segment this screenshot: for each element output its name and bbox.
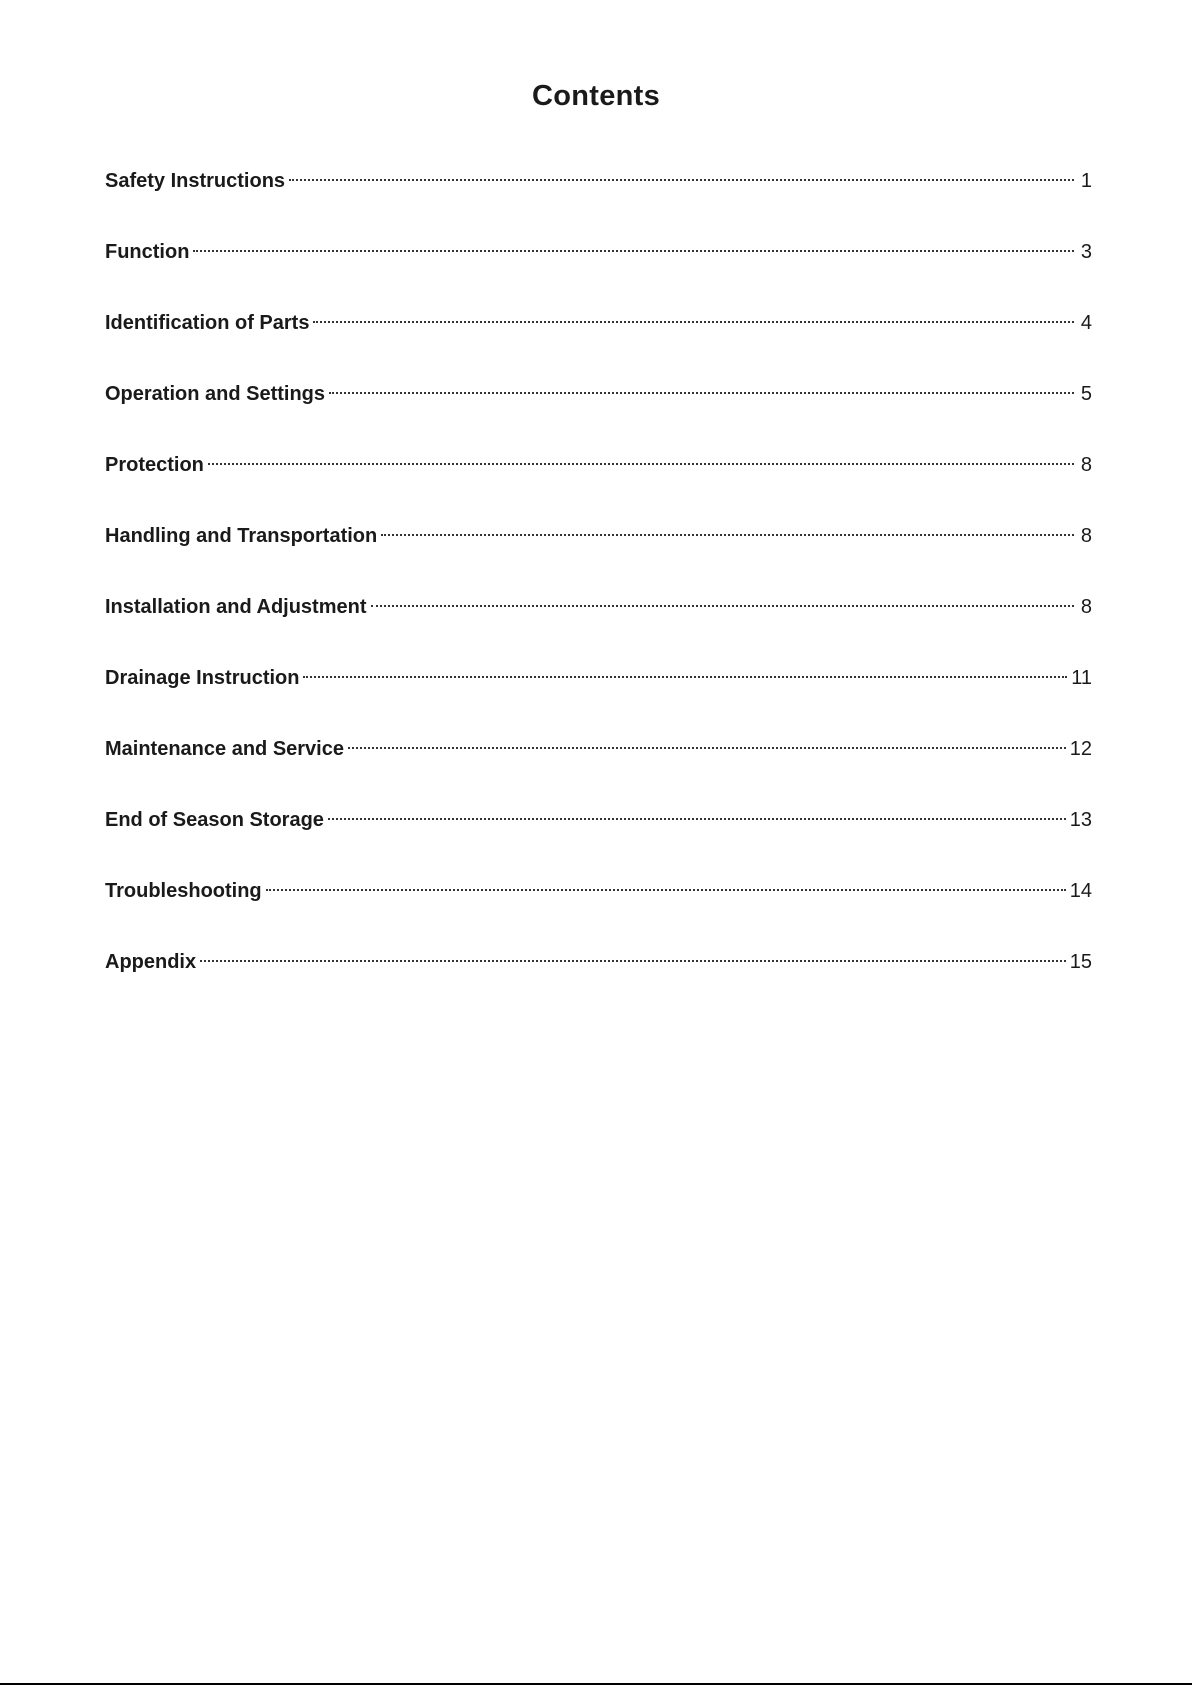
dot-leader [208, 463, 1074, 465]
toc-entry-label: Function [105, 241, 190, 263]
toc-entry-label: Protection [105, 454, 204, 476]
table-of-contents [105, 166, 1092, 1018]
dot-leader [266, 889, 1066, 891]
dot-leader [329, 392, 1074, 394]
toc-entry-label: End of Season Storage [105, 809, 324, 831]
page-title: Contents [531, 80, 661, 112]
toc-entry-protection[interactable] [105, 450, 1092, 521]
toc-entry-troubleshooting[interactable] [105, 876, 1092, 947]
toc-entry-label: Maintenance and Service [105, 738, 344, 760]
toc-entry-page-number: 5 [1080, 383, 1092, 405]
toc-entry-label: Troubleshooting [105, 880, 262, 902]
dot-leader [193, 250, 1074, 252]
toc-entry-page-number: 3 [1080, 241, 1092, 263]
dot-leader [200, 960, 1066, 962]
toc-entry-handling-and-transportation[interactable] [105, 521, 1092, 592]
toc-entry-label: Safety Instructions [105, 170, 286, 192]
toc-entry-drainage-instruction[interactable] [105, 663, 1092, 734]
dot-leader [381, 534, 1074, 536]
toc-entry-page-number: 1 [1080, 170, 1092, 192]
toc-entry-page-number: 14 [1069, 880, 1092, 902]
toc-entry-label: Identification of Parts [105, 312, 310, 334]
toc-entry-page-number: 8 [1080, 454, 1092, 476]
toc-entry-operation-and-settings[interactable] [105, 379, 1092, 450]
toc-entry-page-number: 13 [1069, 809, 1092, 831]
toc-entry-label: Handling and Transportation [105, 525, 378, 547]
dot-leader [371, 605, 1075, 607]
toc-entry-label: Operation and Settings [105, 383, 326, 405]
toc-entry-appendix[interactable] [105, 947, 1092, 1018]
toc-entry-identification-of-parts[interactable] [105, 308, 1092, 379]
toc-entry-end-of-season-storage[interactable] [105, 805, 1092, 876]
toc-entry-label: Drainage Instruction [105, 667, 300, 689]
dot-leader [313, 321, 1074, 323]
dot-leader [303, 676, 1067, 678]
dot-leader [328, 818, 1066, 820]
toc-entry-maintenance-and-service[interactable] [105, 734, 1092, 805]
dot-leader [289, 179, 1074, 181]
toc-entry-installation-and-adjustment[interactable] [105, 592, 1092, 663]
toc-entry-label: Appendix [105, 951, 197, 973]
toc-entry-page-number: 8 [1080, 525, 1092, 547]
toc-entry-page-number: 8 [1080, 596, 1092, 618]
toc-entry-label: Installation and Adjustment [105, 596, 367, 618]
toc-entry-page-number: 11 [1071, 667, 1092, 689]
toc-entry-page-number: 12 [1069, 738, 1092, 760]
toc-entry-page-number: 4 [1080, 312, 1092, 334]
toc-entry-safety-instructions[interactable] [105, 166, 1092, 237]
toc-entry-page-number: 15 [1069, 951, 1092, 973]
dot-leader [348, 747, 1066, 749]
toc-entry-function[interactable] [105, 237, 1092, 308]
